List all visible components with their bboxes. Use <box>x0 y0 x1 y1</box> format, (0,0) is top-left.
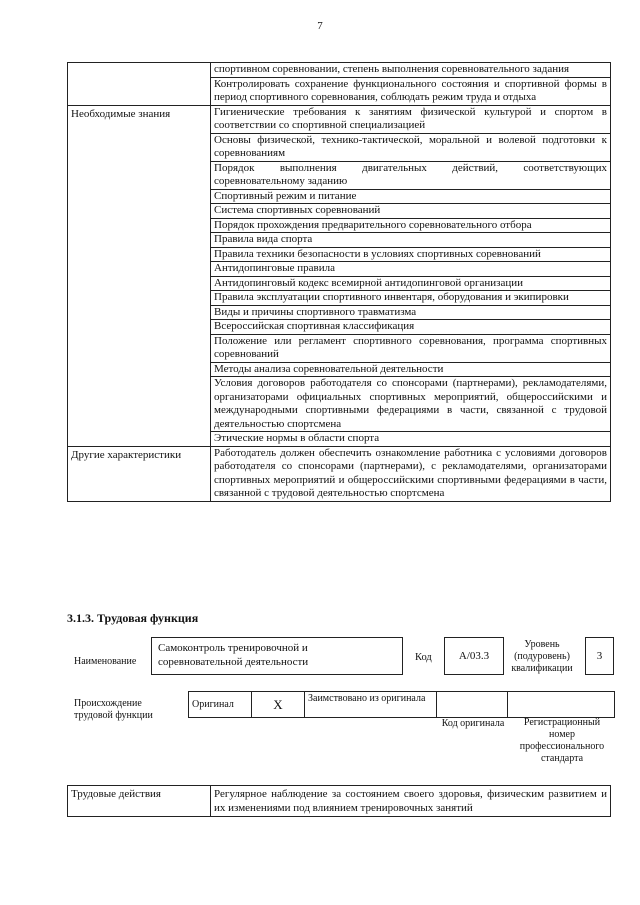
row-value: Порядок прохождения предварительного соревновательного отбора <box>211 218 611 233</box>
row-value: Антидопинговый кодекс всемирной антидопинговой организации <box>211 276 611 291</box>
row-value: Антидопинговые правила <box>211 262 611 277</box>
code-value: A/03.3 <box>458 650 490 662</box>
row-value: Спортивный режим и питание <box>211 189 611 204</box>
code-label: Код <box>415 652 432 663</box>
row-value: Порядок выполнения двигательных действий, соответствующих соревновательному заданию <box>211 161 611 189</box>
row-value: Правила эксплуатации спортивного инвентаря, оборудования и экипировки <box>211 291 611 306</box>
original-label: Оригинал <box>189 692 252 718</box>
level-label: Уровень (подуровень) квалификации <box>511 639 573 674</box>
row-value: спортивном соревновании, степень выполнения соревновательного задания <box>211 63 611 78</box>
name-box <box>151 637 403 675</box>
row-value: Условия договоров работодателя со спонсорами (партнерами), рекламодателями, организаторами официальных спортивных мероприятий, общероссийскими и международными спортивными федерациями в части, связанной с трудовой деятельностью спортсмена <box>211 377 611 432</box>
name-label: Наименование <box>74 656 137 667</box>
section-title: 3.1.3. Трудовая функция <box>67 611 199 625</box>
row-label <box>68 63 211 106</box>
row-label: Необходимые знания <box>68 105 211 446</box>
row-value: Правила техники безопасности в условиях спортивных соревнований <box>211 247 611 262</box>
competencies-table <box>67 62 611 502</box>
row-value: Правила вида спорта <box>211 233 611 248</box>
row-value: Методы анализа соревновательной деятельности <box>211 362 611 377</box>
row-value: Контролировать сохранение функционального состояния и спортивной формы в период спортивного соревнования, соблюдать режим труда и отдыха <box>211 77 611 105</box>
row-value: Виды и причины спортивного травматизма <box>211 305 611 320</box>
reg-number-label: Регистрационный номер профессионального стандарта <box>519 717 605 764</box>
origin-label: Происхождение трудовой функции <box>74 698 153 721</box>
row-value: Положение или регламент спортивного соревнования, программа спортивных соревнований <box>211 334 611 362</box>
table-row <box>68 446 611 501</box>
function-name: Самоконтроль тренировочной и соревновательной деятельности <box>158 642 309 668</box>
actions-table <box>67 785 611 817</box>
page-number: 7 <box>317 20 323 32</box>
code-original-label: Код оригинала <box>441 718 505 729</box>
code-original-cell <box>437 692 508 718</box>
actions-label: Трудовые действия <box>68 786 211 817</box>
row-value: Этические нормы в области спорта <box>211 432 611 447</box>
table-row <box>68 105 611 133</box>
row-value: Система спортивных соревнований <box>211 204 611 219</box>
original-mark: X <box>252 692 305 718</box>
table-row <box>68 63 611 78</box>
row-value: Основы физической, технико-тактической, моральной и волевой подготовки к соревнованиям <box>211 133 611 161</box>
origin-table <box>188 691 615 718</box>
borrowed-label: Заимствовано из оригинала <box>305 692 437 718</box>
level-value: 3 <box>596 650 603 662</box>
row-value: Работодатель должен обеспечить ознакомление работника с условиями договоров работодателя со спонсорами (партнерами), с рекламодателями, организаторами спортивных мероприятий и общероссийскими спортивными федерациями в части, связанной с трудовой деятельностью спортсмена <box>211 446 611 501</box>
row-value: Всероссийская спортивная классификация <box>211 320 611 335</box>
actions-value: Регулярное наблюдение за состоянием своего здоровья, физическим развитием и их изменениями под влиянием тренировочных занятий <box>211 786 611 817</box>
code-box <box>444 637 504 675</box>
row-value: Гигиенические требования к занятиям физической культурой и спортом в соответствии со спортивной специализацией <box>211 105 611 133</box>
row-label: Другие характеристики <box>68 446 211 501</box>
level-box <box>585 637 614 675</box>
reg-number-cell <box>508 692 615 718</box>
